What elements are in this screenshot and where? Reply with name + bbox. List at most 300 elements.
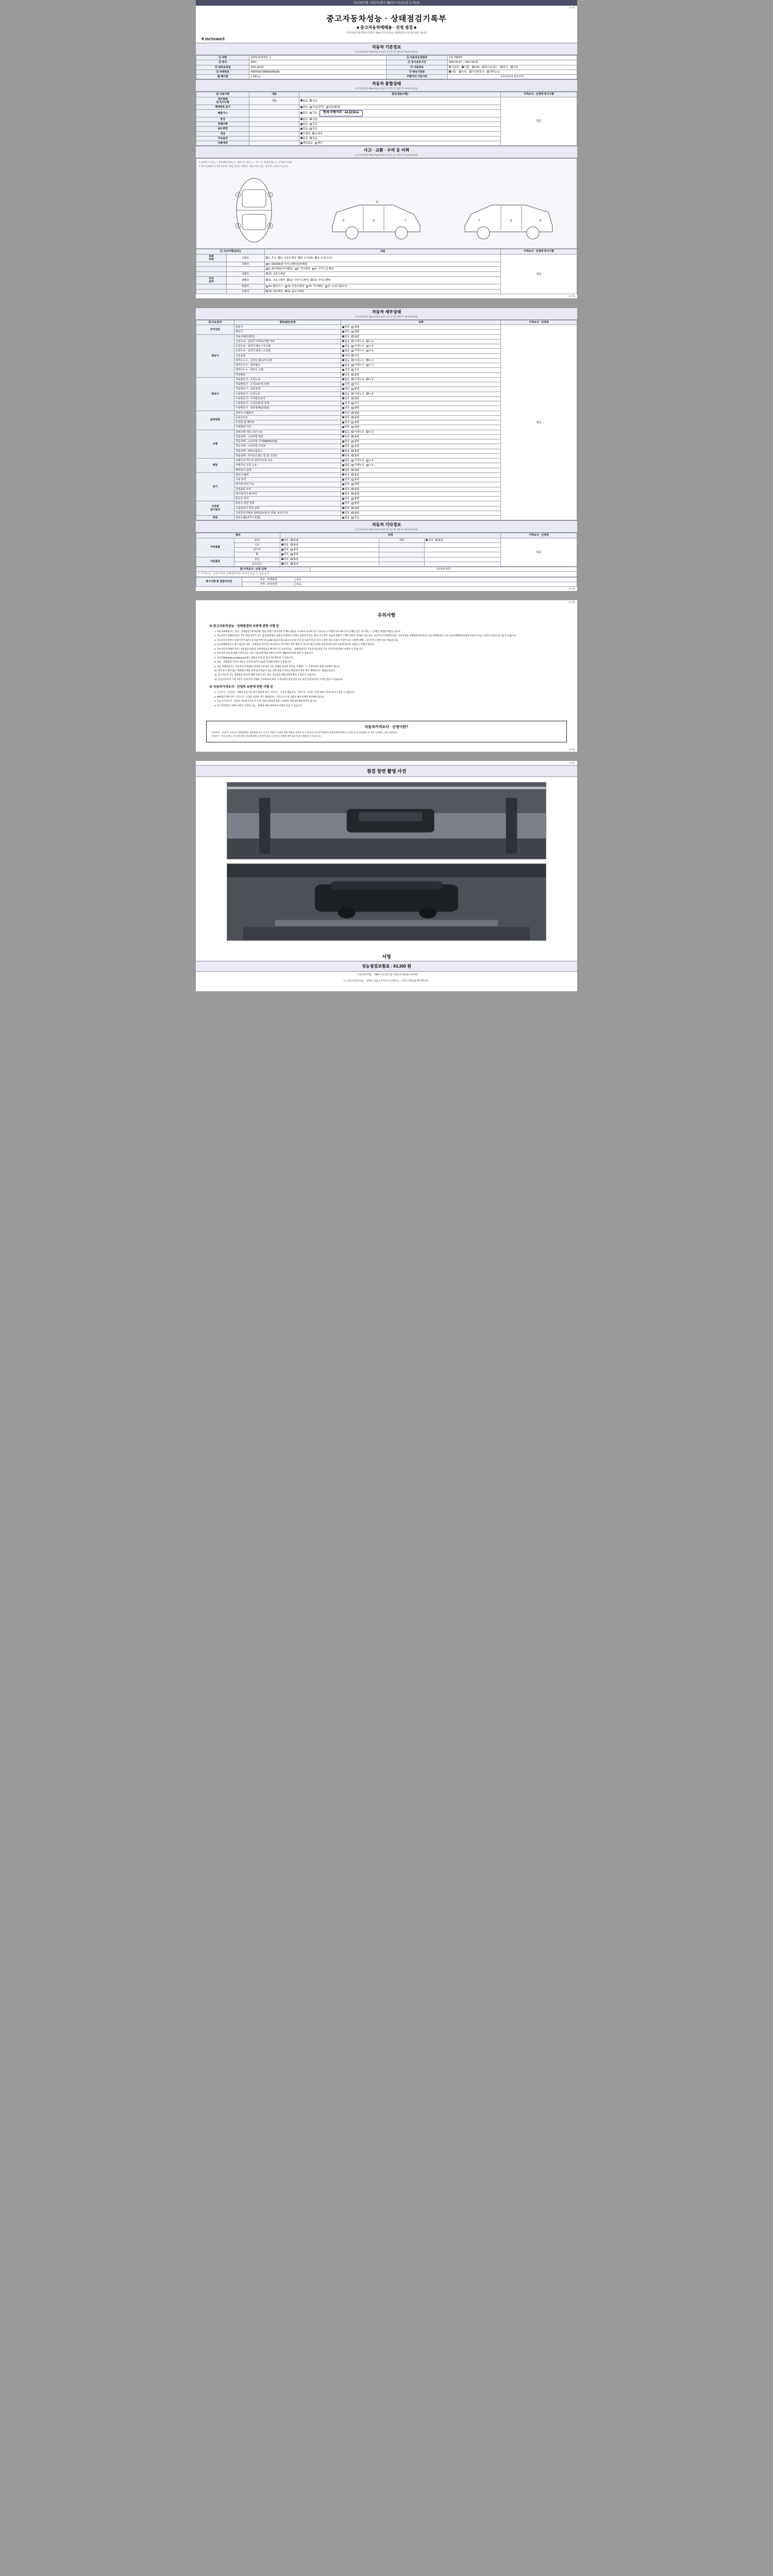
detail-option-1-1-0[interactable]: 없음 — [342, 340, 350, 343]
other-option-4-0[interactable]: 양호 — [281, 558, 289, 561]
detail-option-7-0-1[interactable]: 불량 — [351, 502, 359, 505]
detail-item-label: 냉각수누수 - 실린더 헤드/가스켓 — [234, 358, 341, 363]
detail-option-8-0-1[interactable]: 있음 — [351, 516, 359, 519]
accident-item-2-2[interactable]: 8. 사이드실 패널 — [312, 267, 333, 270]
detail-item-options[interactable] — [341, 506, 500, 511]
overall-option-6-1[interactable]: 유채색 — [312, 132, 323, 135]
other-option-1-0[interactable]: 양호 — [281, 544, 289, 547]
detail-option-8-0-0[interactable]: 없음 — [342, 516, 350, 519]
overall-option-0-1[interactable]: 있음 — [310, 99, 317, 103]
detail-option-1-7-0[interactable]: 적정 — [342, 368, 350, 371]
detail-option-3-3-1[interactable]: 불량 — [351, 426, 359, 429]
other-option-1-1[interactable]: 불량 — [291, 544, 298, 547]
price-definition-p1: "가격조사 · 산정"은 소비자가 매매계약을 체결함에 있어 중고차 차량의 가격에 대한 객관적 정보를 얻기 위하여 자동차가격조사·산정자에게 차량의 가격을 조사·산정하여 줄 것을 요청하는 것을 말합니다. — [211, 731, 398, 734]
accident-item-6-1[interactable]: 19. 플로어패널 — [285, 290, 305, 293]
other-option-5-0[interactable]: 양호 — [281, 563, 289, 566]
detail-option-4-2-1[interactable]: 불량 — [351, 440, 359, 443]
accident-group-label: 주요 골격 — [196, 276, 227, 284]
detail-option-4-4-0[interactable]: 양호 — [342, 450, 350, 453]
detail-option-1-6-2[interactable]: 누수 — [366, 364, 374, 367]
detail-option-4-1-1[interactable]: 불량 — [351, 435, 359, 438]
detail-item-options[interactable] — [341, 434, 500, 439]
detail-item-options[interactable] — [341, 368, 500, 372]
transmission-option-semi[interactable]: 세미오토 — [487, 71, 499, 74]
detail-option-2-1-1[interactable]: 부족 — [351, 383, 359, 386]
detail-option-3-0-0[interactable]: 양호 — [342, 412, 350, 415]
notice-item: 6. 자동차의 성능에 대해 이견이 있는 경우 자동차관리법 시행규칙 별지 제82호에 따라 정할 수 있습니다. — [214, 652, 314, 655]
detail-option-6-2-0[interactable]: 양호 — [342, 483, 350, 486]
overall-row-options[interactable] — [299, 127, 501, 131]
overall-option-1-1[interactable]: 있음(원부) — [310, 106, 324, 109]
notice-item: 1. 자동차매매업자는 성능 · 상태점검기록부(이하 "성능 상태 기록부")에 기재한 내용을 고지하지 아니하거나 거짓으로 고지했으로써 매수인이 손해를 입은 경우에는 그 손해를 배상할 책임을 집니다. — [214, 630, 401, 633]
other-item-options[interactable] — [280, 548, 379, 552]
detail-option-5-0-1[interactable]: 미세누유 — [351, 459, 364, 462]
overall-option-1-2[interactable]: 있음(불법) — [326, 106, 341, 109]
detail-item-options[interactable] — [341, 449, 500, 453]
price-definition-p2: 가격조사 · 산정 결과는 중고자동차의 권리에 대해 구속력이 없으 소비자의 구매에 대한 참고자료로 활용될 수 있습니다. — [211, 735, 322, 738]
detail-option-1-3-1[interactable]: 미세누유 — [351, 349, 364, 352]
detail-option-1-6-1[interactable]: 미세누수 — [351, 364, 364, 367]
detail-item-options[interactable] — [341, 325, 500, 330]
detail-option-2-6-1[interactable]: 불량 — [351, 406, 359, 410]
detail-option-2-0-1[interactable]: 미세누유 — [351, 378, 364, 381]
transmission-option-manual[interactable]: 수동 — [459, 71, 467, 74]
remarks-row-value: 없음 — [295, 577, 577, 582]
detail-item-label: 디퍼렌셜 기어 — [234, 425, 341, 430]
detail-option-4-0-0[interactable]: 없음 — [342, 431, 350, 434]
detail-option-2-0-0[interactable]: 없음 — [342, 378, 350, 381]
detail-option-1-8-1[interactable]: 불량 — [351, 374, 359, 377]
detail-item-options[interactable] — [341, 382, 500, 387]
detail-item-label: 냉각수누수 - 워터펌프 — [234, 363, 341, 368]
price-band-title: ㉔ 가격조사 · 산정 금액 — [196, 567, 311, 572]
detail-option-7-0-0[interactable]: 양호 — [342, 502, 350, 505]
other-item-options[interactable] — [280, 538, 379, 543]
section-detail-band — [196, 308, 577, 320]
detail-item-label: 수동변속기 - 기어변속장치 — [234, 396, 341, 401]
other-item-options-2[interactable] — [425, 548, 501, 552]
page-title: 중고자동차성능 · 상태점검기록부 — [326, 14, 447, 23]
detail-item-options[interactable] — [341, 387, 500, 392]
accident-items[interactable] — [265, 289, 501, 294]
overall-row-options[interactable] — [299, 122, 501, 127]
overall-row-options[interactable] — [299, 105, 501, 110]
accident-item-4-0[interactable]: 11. 크로스멤버 — [266, 279, 285, 282]
detail-item-options[interactable] — [341, 463, 500, 468]
detail-item-options[interactable] — [341, 482, 500, 487]
notice-list-guarantee — [214, 630, 564, 681]
detail-item-options[interactable] — [341, 330, 500, 334]
detail-item-options[interactable] — [341, 344, 500, 349]
accident-item-0-0[interactable]: 1. 후드 — [266, 257, 276, 260]
detail-option-3-2-0[interactable]: 양호 — [342, 421, 350, 424]
detail-option-2-3-0[interactable]: 없음 — [342, 393, 350, 396]
detail-item-options[interactable] — [341, 425, 500, 430]
overall-option-3-1[interactable]: 있음 — [310, 118, 317, 121]
overall-option-8-1[interactable]: 해당 — [315, 142, 323, 145]
detail-option-2-3-2[interactable]: 누유 — [366, 393, 374, 396]
detail-item-options[interactable] — [341, 349, 500, 353]
detail-item-options[interactable] — [341, 478, 500, 482]
detail-item-options[interactable] — [341, 444, 500, 449]
other-item-options-2[interactable] — [425, 557, 501, 562]
detail-option-2-0-2[interactable]: 누유 — [366, 378, 374, 381]
detail-option-6-2-1[interactable]: 불량 — [351, 483, 359, 486]
overall-option-3-0[interactable]: 없음 — [300, 118, 308, 121]
other-option-3-1[interactable]: 불량 — [291, 553, 298, 556]
detail-option-4-0-1[interactable]: 미세누유 — [351, 431, 364, 434]
overall-row-options[interactable] — [299, 141, 501, 146]
detail-item-options[interactable] — [341, 411, 500, 415]
detail-item-options[interactable] — [341, 487, 500, 492]
page-footer-tag-3: (3-2면) — [568, 748, 575, 751]
cell-label: ② 자동차등록번호 — [386, 56, 447, 60]
detail-group-6: 전기 — [196, 472, 234, 501]
accident-item-0-2[interactable]: 3. 도어(좌) — [298, 257, 313, 260]
accident-item-1-0[interactable]: 5. (DOOR)좌 사이드(휀더)(좌패널) — [266, 263, 307, 266]
detail-option-3-2-1[interactable]: 불량 — [351, 421, 359, 424]
detail-option-5-1-2[interactable]: 누유 — [366, 464, 374, 467]
table-row — [196, 582, 577, 586]
detail-option-6-4-0[interactable]: 양호 — [342, 493, 350, 496]
detail-option-5-0-2[interactable]: 누유 — [366, 459, 374, 462]
accident-items[interactable] — [265, 272, 501, 276]
car-diagram-right-side — [460, 190, 558, 246]
detail-option-3-1-0[interactable]: 양호 — [342, 416, 350, 419]
detail-item-label: 등속조인트 — [234, 415, 341, 420]
other-price-note: 없음 — [501, 538, 577, 567]
accident-items[interactable] — [265, 284, 501, 289]
sheet-page-4 — [196, 761, 577, 991]
section-basic-info-band — [196, 43, 577, 55]
detail-item-options[interactable] — [341, 453, 500, 458]
overall-option-1-0[interactable]: 없음 — [300, 106, 308, 109]
overall-row-sub — [249, 110, 299, 117]
detail-option-0-0-0[interactable]: 양호 — [342, 326, 350, 329]
other-option-4-1[interactable]: 불량 — [291, 558, 298, 561]
fuel-option-etc[interactable]: 기타 — [511, 66, 518, 69]
detail-option-5-2-0[interactable]: 양호 — [342, 469, 350, 472]
accident-item-5-0[interactable]: 14. 휠하우스 — [266, 285, 283, 288]
detail-option-6-1-0[interactable]: 양호 — [342, 478, 350, 481]
detail-option-3-1-1[interactable]: 불량 — [351, 416, 359, 419]
detail-option-1-5-2[interactable]: 누수 — [366, 359, 374, 362]
col-head-accident-price: 가격조사 · 산정액 특기사항 — [501, 249, 577, 254]
detail-option-1-0-1[interactable]: 불량 — [351, 335, 359, 338]
detail-item-options[interactable] — [341, 363, 500, 368]
notice-item: 5. 자동차인수자(매수인)가 성능점검 내용을 교부받았음을 확인하고자 자동차성능 · 상태점검자의 자동차성능점검 기록 사본을 발급받아 보관할 수 있습니다. — [214, 647, 363, 650]
accident-item-6-0[interactable]: 18. 대쉬패널 — [266, 290, 283, 293]
detail-item-options[interactable] — [341, 372, 500, 377]
accident-item-4-2[interactable]: 13. 사이드멤버 — [311, 279, 330, 282]
detail-option-2-1-0[interactable]: 적정 — [342, 383, 350, 386]
detail-option-1-3-2[interactable]: 누유 — [366, 349, 374, 352]
detail-option-2-3-1[interactable]: 미세누유 — [351, 393, 364, 396]
other-item-label-2 — [379, 543, 425, 547]
accident-items[interactable] — [265, 254, 501, 262]
detail-item-label: 고전원전기배선 상태(접속단자, 피복, 보호기구) — [234, 511, 341, 515]
detail-option-4-2-0[interactable]: 양호 — [342, 440, 350, 443]
detail-option-2-4-0[interactable]: 양호 — [342, 397, 350, 400]
detail-option-1-0-0[interactable]: 양호 — [342, 335, 350, 338]
detail-option-1-2-0[interactable]: 없음 — [342, 345, 350, 348]
detail-option-1-4-0[interactable]: 적정 — [342, 354, 350, 358]
overall-option-4-1[interactable]: 있음 — [310, 123, 317, 126]
other-item-label-2: 내장 — [379, 538, 425, 543]
detail-item-options[interactable] — [341, 353, 500, 358]
fuel-option-gasoline[interactable]: 가솔린 — [449, 66, 459, 69]
detail-option-2-2-0[interactable]: 양호 — [342, 387, 350, 391]
other-option-0-0[interactable]: 양호 — [281, 539, 289, 542]
detail-option-5-0-0[interactable]: 없음 — [342, 459, 350, 462]
detail-option-6-3-0[interactable]: 양호 — [342, 488, 350, 491]
other-option2-0-0[interactable]: 양호 — [426, 539, 433, 542]
detail-option-7-1-1[interactable]: 불량 — [351, 507, 359, 510]
other-item-options[interactable] — [280, 543, 379, 547]
inspection-fee-row — [196, 961, 577, 972]
detail-item-label: 작동상태 - 타이로드엔드 및 볼 조인트 — [234, 453, 341, 458]
detail-item-options[interactable] — [341, 415, 500, 420]
table-row — [196, 538, 577, 543]
overall-option-6-0[interactable]: 무채색 — [300, 132, 311, 135]
table-header-row — [196, 249, 577, 254]
transmission-options[interactable] — [447, 70, 577, 74]
detail-option-0-1-1[interactable]: 불량 — [351, 330, 359, 333]
detail-option-1-5-0[interactable]: 없음 — [342, 359, 350, 362]
table-header-row — [196, 92, 577, 97]
table-row — [196, 325, 577, 330]
detail-option-1-1-1[interactable]: 미세누유 — [351, 340, 364, 343]
detail-item-options[interactable] — [341, 492, 500, 496]
detail-option-2-5-1[interactable]: 부족 — [351, 402, 359, 405]
detail-option-5-1-1[interactable]: 미세누유 — [351, 464, 364, 467]
detail-option-7-2-1[interactable]: 불량 — [351, 512, 359, 515]
detail-option-5-2-1[interactable]: 불량 — [351, 469, 359, 472]
accident-item-3-0[interactable]: 10. 프론트패널 — [266, 273, 285, 276]
inspection-photo-1 — [227, 782, 546, 859]
detail-option-1-2-1[interactable]: 미세누유 — [351, 345, 364, 348]
accident-group-label — [196, 284, 227, 289]
detail-item-options[interactable] — [341, 516, 500, 520]
other-item-options-2[interactable] — [425, 543, 501, 547]
other-item-label-2 — [379, 557, 425, 562]
svg-text:1: 1 — [237, 194, 239, 197]
detail-option-4-3-1[interactable]: 불량 — [351, 445, 359, 448]
accident-items[interactable] — [265, 262, 501, 267]
fuel-option-electric[interactable]: 전기 — [500, 66, 508, 69]
other-option-2-1[interactable]: 불량 — [291, 548, 298, 551]
notice-item: 2. 자동차인수자(매수인)가 거전 점검 검사가 인도 검사(출원검사 내용을 허위하여 이해의 실질인자 있는 경우) 주요장치 성능에 대하여 기재한 내용이 실제와 다를 경우, 자동차 인수자(매수인)는 자동차성능 상태점검자(자동차 성능·상태점검자 소속 자동차매매업자)에게 보증수리 또는 수리비 보상을 청구할 수 있습니다. — [214, 634, 517, 637]
col-head-check: 점검내용(사항) — [299, 92, 501, 97]
detail-item-label: 클러치 어셈블리 — [234, 411, 341, 415]
other-option-3-0[interactable]: 양호 — [281, 553, 289, 556]
detail-option-2-6-0[interactable]: 양호 — [342, 406, 350, 410]
detail-option-5-1-0[interactable]: 없음 — [342, 464, 350, 467]
detail-option-4-1-0[interactable]: 양호 — [342, 435, 350, 438]
detail-item-options[interactable] — [341, 401, 500, 406]
overall-option-2-0[interactable]: 없음 — [300, 111, 308, 114]
detail-option-1-3-0[interactable]: 없음 — [342, 349, 350, 352]
notice-heading-1: ※ 중고자동차성능 · 상태점검의 보증에 관한 사항 등 — [209, 625, 279, 628]
detail-item-options[interactable] — [341, 511, 500, 515]
detail-item-options[interactable] — [341, 468, 500, 472]
detail-item-options[interactable] — [341, 459, 500, 463]
accident-rank-label: 1랭크 — [227, 254, 265, 262]
col-head-accident: ① 사고이력(유/무) — [196, 249, 265, 254]
detail-option-1-5-1[interactable]: 미세누수 — [351, 359, 364, 362]
section-overall-band — [196, 79, 577, 92]
other-item-options[interactable] — [280, 557, 379, 562]
accident-item-5-2[interactable]: 16. 리어패널 — [306, 285, 323, 288]
detail-item-options[interactable] — [341, 396, 500, 401]
detail-item-options[interactable] — [341, 430, 500, 434]
detail-option-6-5-0[interactable]: 양호 — [342, 497, 350, 500]
detail-item-label: 냉각수누수 - 냉각수 수량 — [234, 368, 341, 372]
other-option-0-1[interactable]: 불량 — [291, 539, 298, 542]
detail-option-4-5-0[interactable]: 양호 — [342, 454, 350, 457]
detail-item-options[interactable] — [341, 420, 500, 425]
detail-option-0-1-0[interactable]: 양호 — [342, 330, 350, 333]
svg-text:4: 4 — [269, 225, 271, 228]
overall-row-options[interactable] — [299, 117, 501, 122]
table-row — [196, 97, 577, 105]
overall-row-options[interactable] — [299, 97, 501, 105]
overall-option-0-0[interactable]: 없음 — [300, 99, 308, 103]
detail-option-3-0-1[interactable]: 불량 — [351, 412, 359, 415]
detail-option-4-4-1[interactable]: 불량 — [351, 450, 359, 453]
detail-item-options[interactable] — [341, 472, 500, 477]
detail-option-2-2-1[interactable]: 불량 — [351, 387, 359, 391]
detail-item-options[interactable] — [341, 439, 500, 444]
detail-option-0-0-1[interactable]: 불량 — [351, 326, 359, 329]
notice-item: 4. 자동차매매업자는 중고자동차 성능 · 상태점검기록부를 제시한다는 의미에서 계약 체결 전 자동차 매수인에게 제공하여야 하며 보증에 필요한 사항을 고지해야 합니다. — [214, 643, 375, 646]
overall-option-5-0[interactable]: 없음 — [300, 127, 308, 130]
overall-row-options[interactable] — [299, 110, 501, 117]
detail-option-1-1-2[interactable]: 누유 — [366, 340, 374, 343]
detail-option-6-1-1[interactable]: 불량 — [351, 478, 359, 481]
detail-item-options[interactable] — [341, 339, 500, 344]
footer-line-1: 「자동차관리법」 제58조 및 같은 법 시행규칙 제120조에 따라 — [355, 973, 418, 976]
detail-option-1-7-1[interactable]: 부족 — [351, 368, 359, 371]
detail-option-6-5-1[interactable]: 불량 — [351, 497, 359, 500]
detail-option-4-0-2[interactable]: 누유 — [366, 431, 374, 434]
transmission-option-auto[interactable]: 자동 — [449, 71, 457, 74]
fuel-option-hybrid[interactable]: 하이브리드 — [482, 66, 497, 69]
fuel-option-lpg[interactable]: LPG — [472, 66, 480, 69]
overall-option-7-1[interactable]: 있음 — [310, 137, 317, 140]
other-option-2-0[interactable]: 양호 — [281, 548, 289, 551]
notice-item: 10. 매수자가 계약 또는 매매계약 체결 전에 중고자동차 성능 상태 점검 기록부를 확인하지 못한 경우 매매업자는 책임을 집니다. — [214, 669, 335, 672]
detail-item-options[interactable] — [341, 501, 500, 506]
accident-items[interactable] — [265, 276, 501, 284]
overall-row-options[interactable] — [299, 131, 501, 136]
detail-item-options[interactable] — [341, 334, 500, 339]
other-item-options[interactable] — [280, 552, 379, 557]
fuel-option-diesel[interactable]: 디젤 — [462, 66, 469, 69]
accident-items[interactable] — [265, 267, 501, 272]
detail-option-6-0-0[interactable]: 양호 — [342, 473, 350, 477]
other-group-basic: 기본품목 — [196, 557, 234, 567]
detail-option-7-2-0[interactable]: 양호 — [342, 512, 350, 515]
detail-option-1-8-0[interactable]: 양호 — [342, 374, 350, 377]
detail-option-3-3-0[interactable]: 양호 — [342, 426, 350, 429]
overall-row-sub — [249, 136, 299, 141]
detail-option-1-2-2[interactable]: 누유 — [366, 345, 374, 348]
other-item-options[interactable] — [280, 562, 379, 566]
other-item-label-2 — [379, 552, 425, 557]
accident-item-2-0[interactable]: 9. 쿼터패널(리어휀더) — [266, 267, 293, 270]
overall-option-7-0[interactable]: 없음 — [300, 137, 308, 140]
other-item-options-2[interactable] — [425, 538, 501, 543]
price-band-value: 0 0 0 0 만원 — [310, 567, 577, 572]
detail-option-6-4-1[interactable]: 불량 — [351, 493, 359, 496]
detail-item-label: 작동상태 - 스티어링 기어(MDPS포함) — [234, 439, 341, 444]
detail-option-7-1-0[interactable]: 양호 — [342, 507, 350, 510]
detail-item-label: 발전기 출력 — [234, 472, 341, 477]
fuel-options[interactable] — [447, 65, 577, 70]
overall-option-4-0[interactable]: 없음 — [300, 123, 308, 126]
detail-option-6-0-1[interactable]: 불량 — [351, 473, 359, 477]
photo-gallery — [196, 777, 577, 950]
overall-option-8-0[interactable]: 해당없음 — [300, 142, 313, 145]
detail-item-label: 자동변속기 - 작동상태 — [234, 387, 341, 392]
svg-text:5: 5 — [539, 219, 541, 223]
detail-option-1-6-0[interactable]: 없음 — [342, 364, 350, 367]
detail-option-4-5-1[interactable]: 불량 — [351, 454, 359, 457]
accident-item-0-1[interactable]: 2. 프론트패널 — [278, 257, 296, 260]
detail-option-1-4-1[interactable]: 부족 — [351, 354, 359, 358]
detail-item-label: 수동변속기 - 작동상태(공회전) — [234, 406, 341, 411]
overall-option-5-1[interactable]: 있음 — [310, 127, 317, 130]
other-item-options-2[interactable] — [425, 562, 501, 566]
transmission-option-cvt[interactable]: 무단변속기 — [469, 71, 484, 74]
overall-option-2-1[interactable]: 있음 — [310, 111, 317, 114]
col-head-other-price: 가격조사 · 산정액 — [501, 533, 577, 538]
other-item-label: 시트 — [234, 543, 280, 547]
accident-item-2-1[interactable]: 7. 루프패널 — [295, 267, 311, 270]
detail-item-options[interactable] — [341, 392, 500, 396]
detail-option-2-5-0[interactable]: 적정 — [342, 402, 350, 405]
other-option2-0-1[interactable]: 불량 — [435, 539, 443, 542]
car-diagram-front-view — [215, 174, 293, 246]
detail-option-2-4-1[interactable]: 불량 — [351, 397, 359, 400]
other-item-options-2[interactable] — [425, 552, 501, 557]
overall-row-options[interactable] — [299, 136, 501, 141]
accident-diagram — [196, 158, 577, 249]
notice-item-price: 2. 매매업자 매수인이 가격조사 · 산정을 의뢰한 경우 매매업자는 가격조사 산정 내용을 매수인에게 제공해야 합니다. — [214, 695, 325, 698]
detail-item-options[interactable] — [341, 406, 500, 411]
overall-row-sub — [249, 131, 299, 136]
signature-label: 서명 — [382, 954, 391, 959]
svg-text:7: 7 — [404, 219, 407, 223]
detail-item-options[interactable] — [341, 358, 500, 363]
overall-row-label: 주요옵션 — [196, 136, 249, 141]
accident-item-5-1[interactable]: 15. 프론트패널 — [285, 285, 305, 288]
detail-item-options[interactable] — [341, 497, 500, 501]
other-option-5-1[interactable]: 불량 — [291, 563, 298, 566]
detail-option-4-3-0[interactable]: 양호 — [342, 445, 350, 448]
accident-item-5-3[interactable]: 17. 트렁크플로어 — [325, 285, 347, 288]
detail-option-6-3-1[interactable]: 불량 — [351, 488, 359, 491]
car-diagrams — [198, 169, 575, 246]
overall-row-sub: 내용 — [249, 97, 299, 105]
accident-item-4-1[interactable]: 12. 인사이드패널 — [287, 279, 309, 282]
accident-item-0-3[interactable]: 4. 트렁크리드 — [315, 257, 333, 260]
section-other-note: (자동차관리법 제58조제1항 제3호 및 같은 법 시행규칙 제120조제1항) — [355, 528, 418, 531]
detail-item-options[interactable] — [341, 377, 500, 382]
accident-group-label — [196, 272, 227, 276]
col-head-other-state: 상태 — [280, 533, 501, 538]
